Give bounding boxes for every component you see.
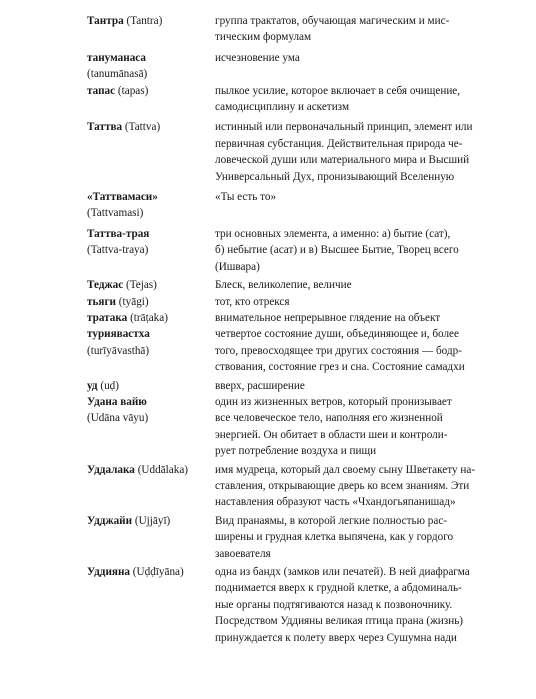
glossary-entry <box>87 83 487 116</box>
glossary-term <box>87 226 215 259</box>
glossary-term <box>87 119 215 135</box>
term-transliteration: (Uddālaka) <box>137 463 189 476</box>
definition-line: ствования, состояние грез и сна. Состояние самадхи <box>215 361 465 374</box>
term-headword: Теджас <box>87 279 124 292</box>
definition-line: наставления образуют часть «Чхандогьяпанишад» <box>215 496 456 509</box>
glossary-entry <box>87 564 487 646</box>
term-transliteration: (turīyāvasthā) <box>87 344 150 357</box>
definition-line: все человеческое тело, наполняя его жизненной <box>215 412 443 425</box>
glossary-term <box>87 13 215 29</box>
glossary-definition <box>215 277 487 293</box>
definition-line: ные органы подтягиваются назад к позвоночнику. <box>215 598 453 611</box>
definition-line: Универсальный Дух, пронизывающий Вселенную <box>215 170 455 183</box>
definition-line: завоевателя <box>215 547 271 560</box>
glossary-definition <box>215 83 487 116</box>
glossary-term <box>87 326 215 359</box>
glossary-definition <box>215 50 487 66</box>
glossary-entry <box>87 277 487 293</box>
definition-line: Посредством Уддияны великая птица прана (жизнь) <box>215 615 464 628</box>
glossary-definition <box>215 119 487 185</box>
term-headword: Тантра <box>87 15 124 27</box>
term-headword: Удана вайю <box>87 395 147 408</box>
definition-line: три основных элемента, а именно: а) бытие (сат), <box>215 227 451 240</box>
term-transliteration: (Tattvamasi) <box>87 207 144 220</box>
definition-line: Блеск, великолепие, величие <box>215 279 352 292</box>
term-transliteration: (Tattva) <box>124 121 161 134</box>
definition-line: ловеческой души или материального мира и Высший <box>215 154 470 167</box>
definition-line: того, превосходящее три других состояния — бодр- <box>215 344 462 357</box>
definition-line: самодисциплину и аскетизм <box>215 101 350 114</box>
glossary-entry <box>87 50 487 83</box>
glossary-term <box>87 378 215 394</box>
glossary-entry <box>87 513 487 562</box>
definition-line: поднимается вверх к грудной клетке, а абдоминаль- <box>215 582 462 595</box>
glossary-entry <box>87 119 487 185</box>
glossary-definition <box>215 294 487 310</box>
definition-line: принуждается к полету вверх через Сушумна нади <box>215 631 457 644</box>
term-headword: тапас <box>87 84 116 97</box>
definition-line: энергией. Он обитает в области шеи и контроли- <box>215 428 448 441</box>
term-transliteration: (tyāgi) <box>118 295 149 308</box>
glossary-definition <box>215 189 487 205</box>
glossary-entry <box>87 326 487 375</box>
term-headword: тануманаса <box>87 51 146 64</box>
term-headword: Таттва-трая <box>87 227 150 240</box>
term-transliteration: (Ujjāyī) <box>134 514 171 527</box>
glossary-definition <box>215 564 487 646</box>
glossary-entry <box>87 462 487 511</box>
term-headword: тьяги <box>87 295 116 308</box>
term-transliteration: (tapas) <box>117 84 149 97</box>
glossary-definition <box>215 378 487 394</box>
glossary-entry <box>87 294 487 310</box>
definition-line: пылкое усилие, которое включает в себя очищение, <box>215 84 461 97</box>
term-headword: тратака <box>87 311 128 324</box>
glossary-term <box>87 564 215 580</box>
definition-line: имя мудреца, который дал своему сыну Шветакету на- <box>215 463 476 476</box>
glossary-term <box>87 50 215 83</box>
definition-line: (Ишвара) <box>215 260 260 273</box>
definition-line: группа трактатов, обучающая магическим и мис- <box>215 15 450 27</box>
definition-line: б) небытие (асат) и в) Высшее Бытие, Творец всего <box>215 244 459 257</box>
glossary-definition <box>215 310 487 326</box>
glossary-term <box>87 277 215 293</box>
glossary-entry <box>87 189 487 222</box>
definition-line: тот, кто отрекся <box>215 295 290 308</box>
definition-line: одна из бандх (замков или печатей). В ней диафрагма <box>215 566 470 578</box>
term-headword: уд <box>87 379 98 392</box>
definition-line: ширены и грудная клетка выпячена, как у гордого <box>215 531 454 544</box>
term-transliteration: (Tejas) <box>125 279 157 292</box>
glossary-term <box>87 189 215 222</box>
term-transliteration: (Tattva-traya) <box>87 244 149 257</box>
term-headword: Удджайи <box>87 514 133 527</box>
definition-line: исчезновение ума <box>215 51 300 64</box>
definition-line: четвертое состояние души, объединяющее и, более <box>215 328 459 341</box>
term-transliteration: (trāṭaka) <box>130 311 168 324</box>
glossary-term <box>87 294 215 310</box>
glossary-definition <box>215 394 487 460</box>
glossary-definition <box>215 513 487 562</box>
glossary-term <box>87 513 215 529</box>
term-headword: Уддияна <box>87 566 130 578</box>
glossary-term <box>87 462 215 478</box>
glossary-definition <box>215 226 487 275</box>
glossary-entry <box>87 13 487 46</box>
term-headword: «Таттвамаси» <box>87 191 158 204</box>
glossary-list <box>87 13 487 646</box>
term-transliteration: (tanumānasā) <box>87 68 148 81</box>
glossary-entry <box>87 310 487 326</box>
definition-line: один из жизненных ветров, который пронизывает <box>215 395 452 408</box>
definition-line: первичная субстанция. Действительная природа че- <box>215 137 463 150</box>
glossary-definition <box>215 326 487 375</box>
glossary-definition <box>215 13 487 46</box>
glossary-term <box>87 394 215 427</box>
definition-line: истинный или первоначальный принцип, элемент или <box>215 121 473 134</box>
definition-line: тическим формулам <box>215 31 312 44</box>
definition-line: «Ты есть то» <box>215 191 277 204</box>
term-transliteration: (Uḍḍīyāna) <box>132 566 184 578</box>
definition-line: Вид пранаямы, в которой легкие полностью рас- <box>215 514 448 527</box>
definition-line: внимательное непрерывное глядение на объект <box>215 311 441 324</box>
term-headword: турияваcтха <box>87 328 150 341</box>
glossary-entry <box>87 226 487 275</box>
term-transliteration: (Tantra) <box>126 15 163 27</box>
term-headword: Уддалака <box>87 463 135 476</box>
glossary-definition <box>215 462 487 511</box>
term-transliteration: (Udāna vāyu) <box>87 412 149 425</box>
definition-line: ставления, открывающие дверь ко всем знаниям. Эти <box>215 479 470 492</box>
glossary-term <box>87 83 215 99</box>
definition-line: вверх, расширение <box>215 379 305 392</box>
glossary-entry <box>87 394 487 460</box>
term-transliteration: (uḍ) <box>100 379 119 392</box>
glossary-entry <box>87 378 487 394</box>
glossary-term <box>87 310 215 326</box>
definition-line: рует потребление воздуха и пищи <box>215 445 377 458</box>
term-headword: Таттва <box>87 121 123 134</box>
